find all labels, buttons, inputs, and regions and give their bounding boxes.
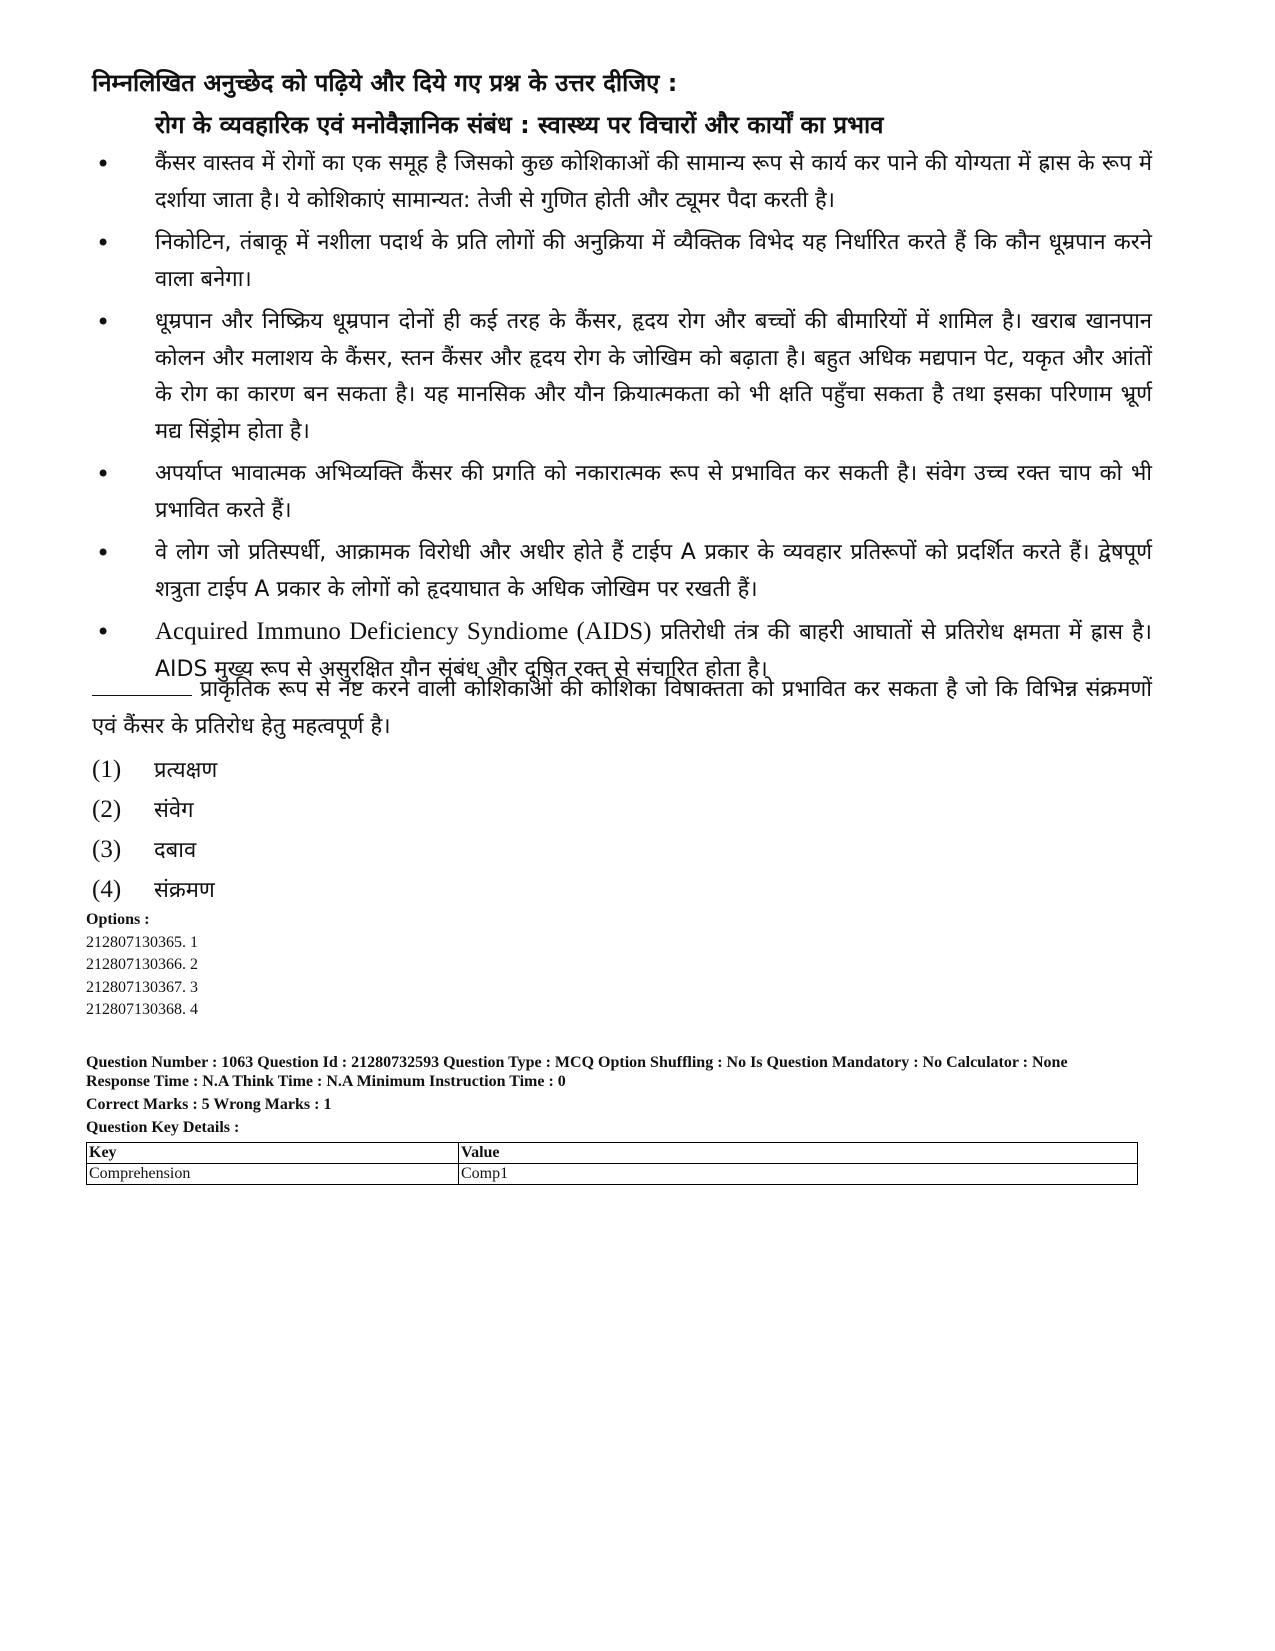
fill-blank [92,673,192,696]
header-key: Key [87,1143,459,1164]
meta-question-info: Question Number : 1063 Question Id : 21280732593 Question Type : MCQ Option Shuffling : No Is Question Mandatory : No Calculator : None [86,1054,1068,1071]
passage-bullets [92,146,1152,694]
bullet-icon: • [96,229,111,257]
option-id: 212807130368. 4 [86,1001,198,1018]
cell-value: Comp1 [459,1164,1138,1185]
bullet-icon: • [96,150,111,178]
instruction-text: निम्नलिखित अनुच्छेद को पढ़िये और दिये गए प्रश्न के उत्तर दीजिए : [92,69,678,97]
question-text: प्राकृतिक रूप से नष्ट करने वाली कोशिकाओं की कोशिका विषाक्तता को प्रभावित कर सकता है जो कि विभिन्न संक्रमणों एवं कैंसर के प्रतिरोध हेतु महत्वपूर्ण है। [92,672,1152,745]
list-item: • धूम्रपान और निष्क्रिय धूम्रपान दोनों ही कई तरह के कैंसर, हृदय रोग और बच्चों की बीमारियों में शामिल है। खराब खानपान कोलन और मलाशय के कैंसर, स्तन कैंसर और हृदय रोग के जोखिम को बढ़ाता है। बहुत अधिक मद्यपान पेट, यकृत और आंतों के रोग का कारण बन सकता है। यह मानसिक और यौन क्रियात्मकता को भी क्षति पहुँचा सकता है तथा इसका परिणाम भ्रूर्ण मद्य सिंड्रोम होता है। [92,304,1152,450]
options-list [86,909,198,1022]
question-metadata [86,1053,1068,1137]
list-item: • वे लोग जो प्रतिस्पर्धी, आक्रामक विरोधी और अधीर होते हैं टाईप A प्रकार के व्यवहार प्रतिरूपों को प्रदर्शित करते हैं। द्वेषपूर्ण शत्रुता टाईप A प्रकार के लोगों को हृदयाघात के अधिक जोखिम पर रखती हैं। [92,535,1152,608]
choice-1: (1) प्रत्यक्षण [92,756,218,783]
bullet-icon: • [96,308,111,336]
choice-4: (4) संक्रमण [92,876,215,903]
header-value: Value [459,1143,1138,1164]
meta-marks: Correct Marks : 5 Wrong Marks : 1 [86,1096,332,1113]
list-item: • Acquired Immuno Deficiency Syndiome (AIDS) प्रतिरोधी तंत्र की बाहरी आघातों से प्रतिरोध क्षमता में ह्रास है। AIDS मुख्य रूप से असुरक्षित यौन संबंध और दूषित रक्त से संचारित होता है। [92,614,1152,688]
meta-key-details-label: Question Key Details : [86,1119,240,1136]
option-id: 212807130365. 1 [86,933,198,951]
passage-heading: रोग के व्यवहारिक एवं मनोवैज्ञानिक संबंध : स्वास्थ्य पर विचारों और कार्यों का प्रभाव [155,111,884,139]
table-header-row [87,1143,1138,1164]
bullet-icon: • [96,618,111,646]
bullet-icon: • [96,460,111,488]
options-label: Options : [86,911,150,928]
list-item: • निकोटिन, तंबाकू में नशीला पदार्थ के प्रति लोगों की अनुक्रिया में व्यैक्तिक विभेद यह निर्धारित करते हैं कि कौन धूम्रपान करने वाला बनेगा। [92,225,1152,298]
cell-key: Comprehension [87,1164,459,1185]
meta-time-info: Response Time : N.A Think Time : N.A Minimum Instruction Time : 0 [86,1073,566,1090]
choice-2: (2) संवेग [92,796,194,823]
list-item: • कैंसर वास्तव में रोगों का एक समूह है जिसको कुछ कोशिकाओं की सामान्य रूप से कार्य कर पाने की योग्यता में ह्रास के रूप में दर्शाया जाता है। ये कोशिकाएं सामान्यत: तेजी से गुणित होती और ट्यूमर पैदा करती है। [92,146,1152,219]
list-item: • अपर्याप्त भावात्मक अभिव्यक्ति कैंसर की प्रगति को नकारात्मक रूप से प्रभावित कर सकती है। संवेग उच्च रक्त चाप को भी प्रभावित करते हैं। [92,456,1152,529]
option-id: 212807130366. 2 [86,956,198,973]
choice-3: (3) दबाव [92,836,197,863]
key-details-table [86,1142,1138,1185]
answer-choices [92,750,217,910]
table-row [87,1164,1138,1185]
english-term: Acquired Immuno Deficiency Syndiome (AIDS) [155,618,652,645]
bullet-icon: • [96,539,111,567]
option-id: 212807130367. 3 [86,978,198,996]
